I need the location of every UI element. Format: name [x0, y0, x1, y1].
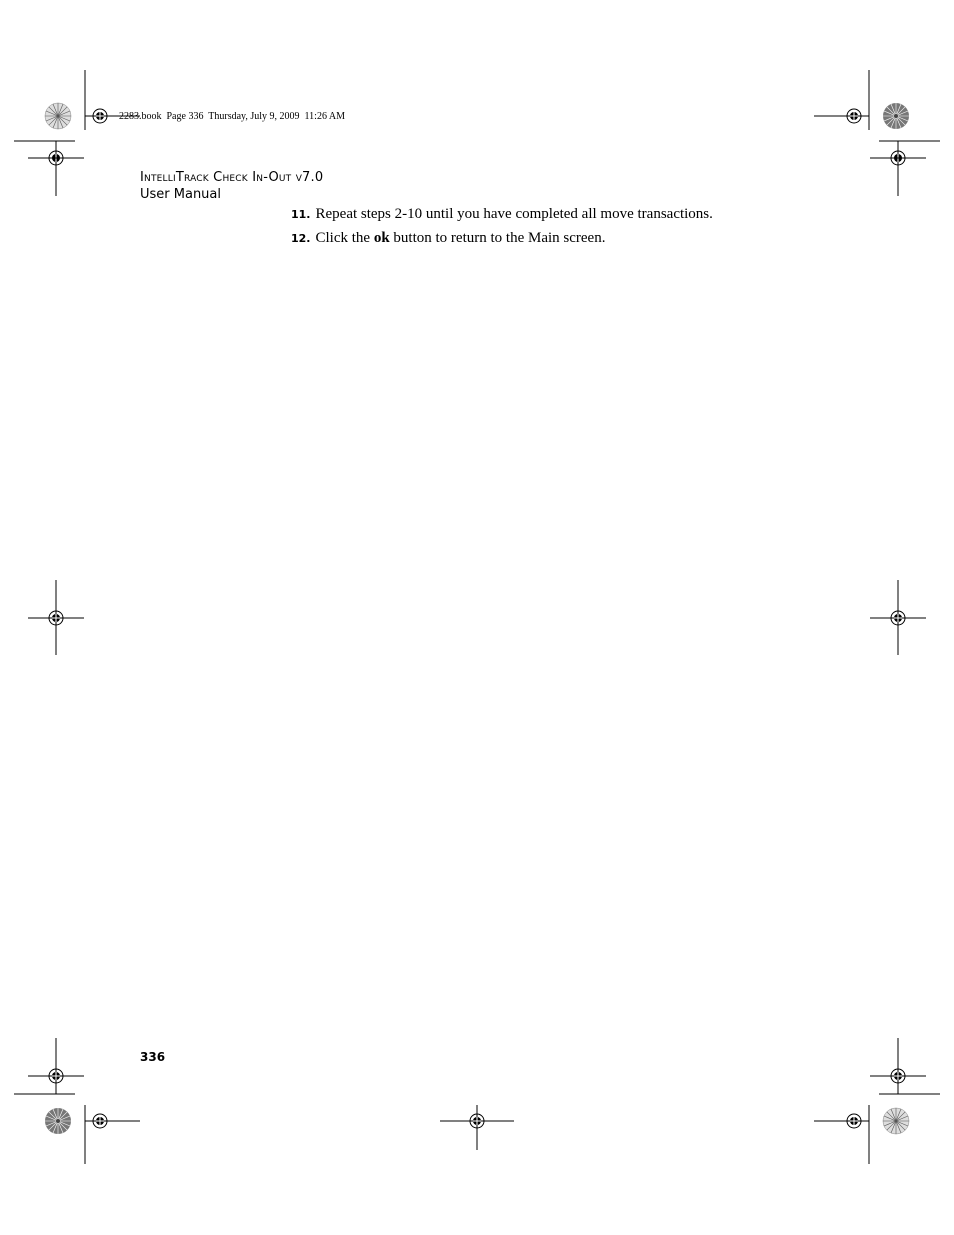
step-number: 12.: [291, 232, 311, 245]
print-stamp: 2283.book Page 336 Thursday, July 9, 2009 11:26 AM: [119, 111, 346, 122]
step-item: [291, 230, 605, 247]
step-text: Repeat steps 2-10 until you have completed all move transactions.: [315, 206, 713, 222]
page-number: 336: [140, 1050, 166, 1064]
running-header-title: IntelliTrack Check In-Out v7.0: [140, 170, 324, 185]
step-number: 11.: [291, 208, 311, 221]
step-ok-button-reference: ok: [373, 230, 390, 246]
step-text-after: button to return to the Main screen.: [389, 230, 606, 246]
step-text-before: Click the: [315, 230, 374, 246]
running-header-subtitle: User Manual: [140, 187, 222, 202]
step-item: [291, 206, 713, 223]
